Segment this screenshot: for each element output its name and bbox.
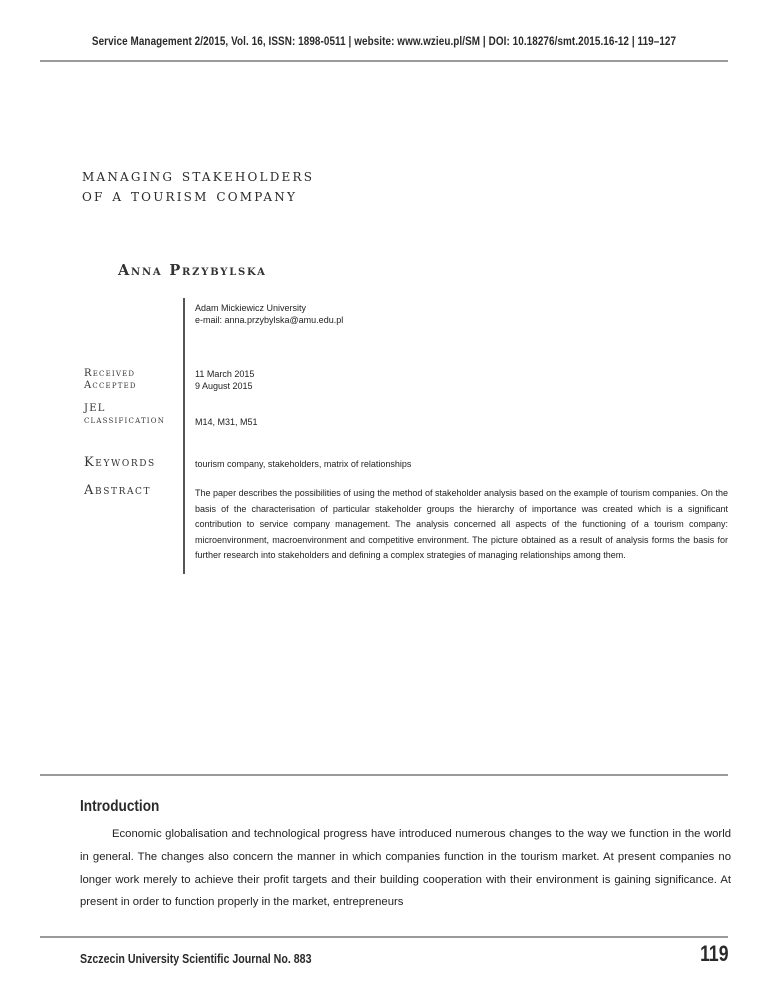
received-label: Received xyxy=(84,368,136,379)
author-name: Anna Przybylska xyxy=(118,262,267,279)
introduction-paragraph: Economic globalisation and technological progress have introduced numerous changes to the way we function in the world in general. The changes also concern the manner in which companies function in the tourism market. At present companies no longer work merely to achieve their profit targets and their building cooperation with their environment is gaining significance. At present in order to function properly in the market, entrepreneurs xyxy=(80,828,731,909)
keywords-value: tourism company, stakeholders, matrix of relationships xyxy=(195,459,412,469)
affiliation-block xyxy=(195,302,343,326)
abstract-label: Abstract xyxy=(84,483,152,498)
dates-values xyxy=(195,368,254,392)
received-date: 11 March 2015 xyxy=(195,369,255,379)
introduction-heading: Introduction xyxy=(80,798,160,815)
jel-label xyxy=(84,403,180,427)
accepted-date: 9 August 2015 xyxy=(195,381,253,391)
meta-divider-line xyxy=(183,298,185,574)
author-email: e-mail: anna.przybylska@amu.edu.pl xyxy=(195,315,344,325)
header-divider xyxy=(40,60,728,62)
jel-value: M14, M31, M51 xyxy=(195,417,258,427)
footer-divider xyxy=(40,936,728,938)
jel-label-line2: classification xyxy=(84,415,166,426)
keywords-label: Keywords xyxy=(84,455,156,470)
jel-label-line1: JEL xyxy=(84,403,106,414)
abstract-text: The paper describes the possibilities of using the method of stakeholder analysis based on the example of tourism companies. On the basis of the characterisation of particular stakeholder groups the hierarchy of importance was created which is a significant contribution to service company management. The analysis concerned all aspects of the functioning of a tourism company: microenvironment, macroenvironment and competitive environment. The picture obtained as a result of analysis forms the basis for further research into stakeholders and defining a complex strategies of managing relationships among them. xyxy=(195,488,728,561)
page-number: 119 xyxy=(699,941,728,966)
received-accepted-labels xyxy=(84,368,180,392)
section-divider xyxy=(40,774,728,776)
title-line-1: managing stakeholders xyxy=(82,166,315,186)
running-head: Service Management 2/2015, Vol. 16, ISSN: 1898-0511 | website: www.wzieu.pl/SM | DOI: 10.18276/smt.2015.16-12 | 119–127 xyxy=(91,36,677,48)
accepted-label: Accepted xyxy=(84,380,137,391)
affiliation: Adam Mickiewicz University xyxy=(195,303,307,313)
title-line-2: of a tourism company xyxy=(82,186,298,206)
journal-footer: Szczecin University Scientific Journal No. 883 xyxy=(80,952,312,966)
article-title xyxy=(82,166,314,206)
